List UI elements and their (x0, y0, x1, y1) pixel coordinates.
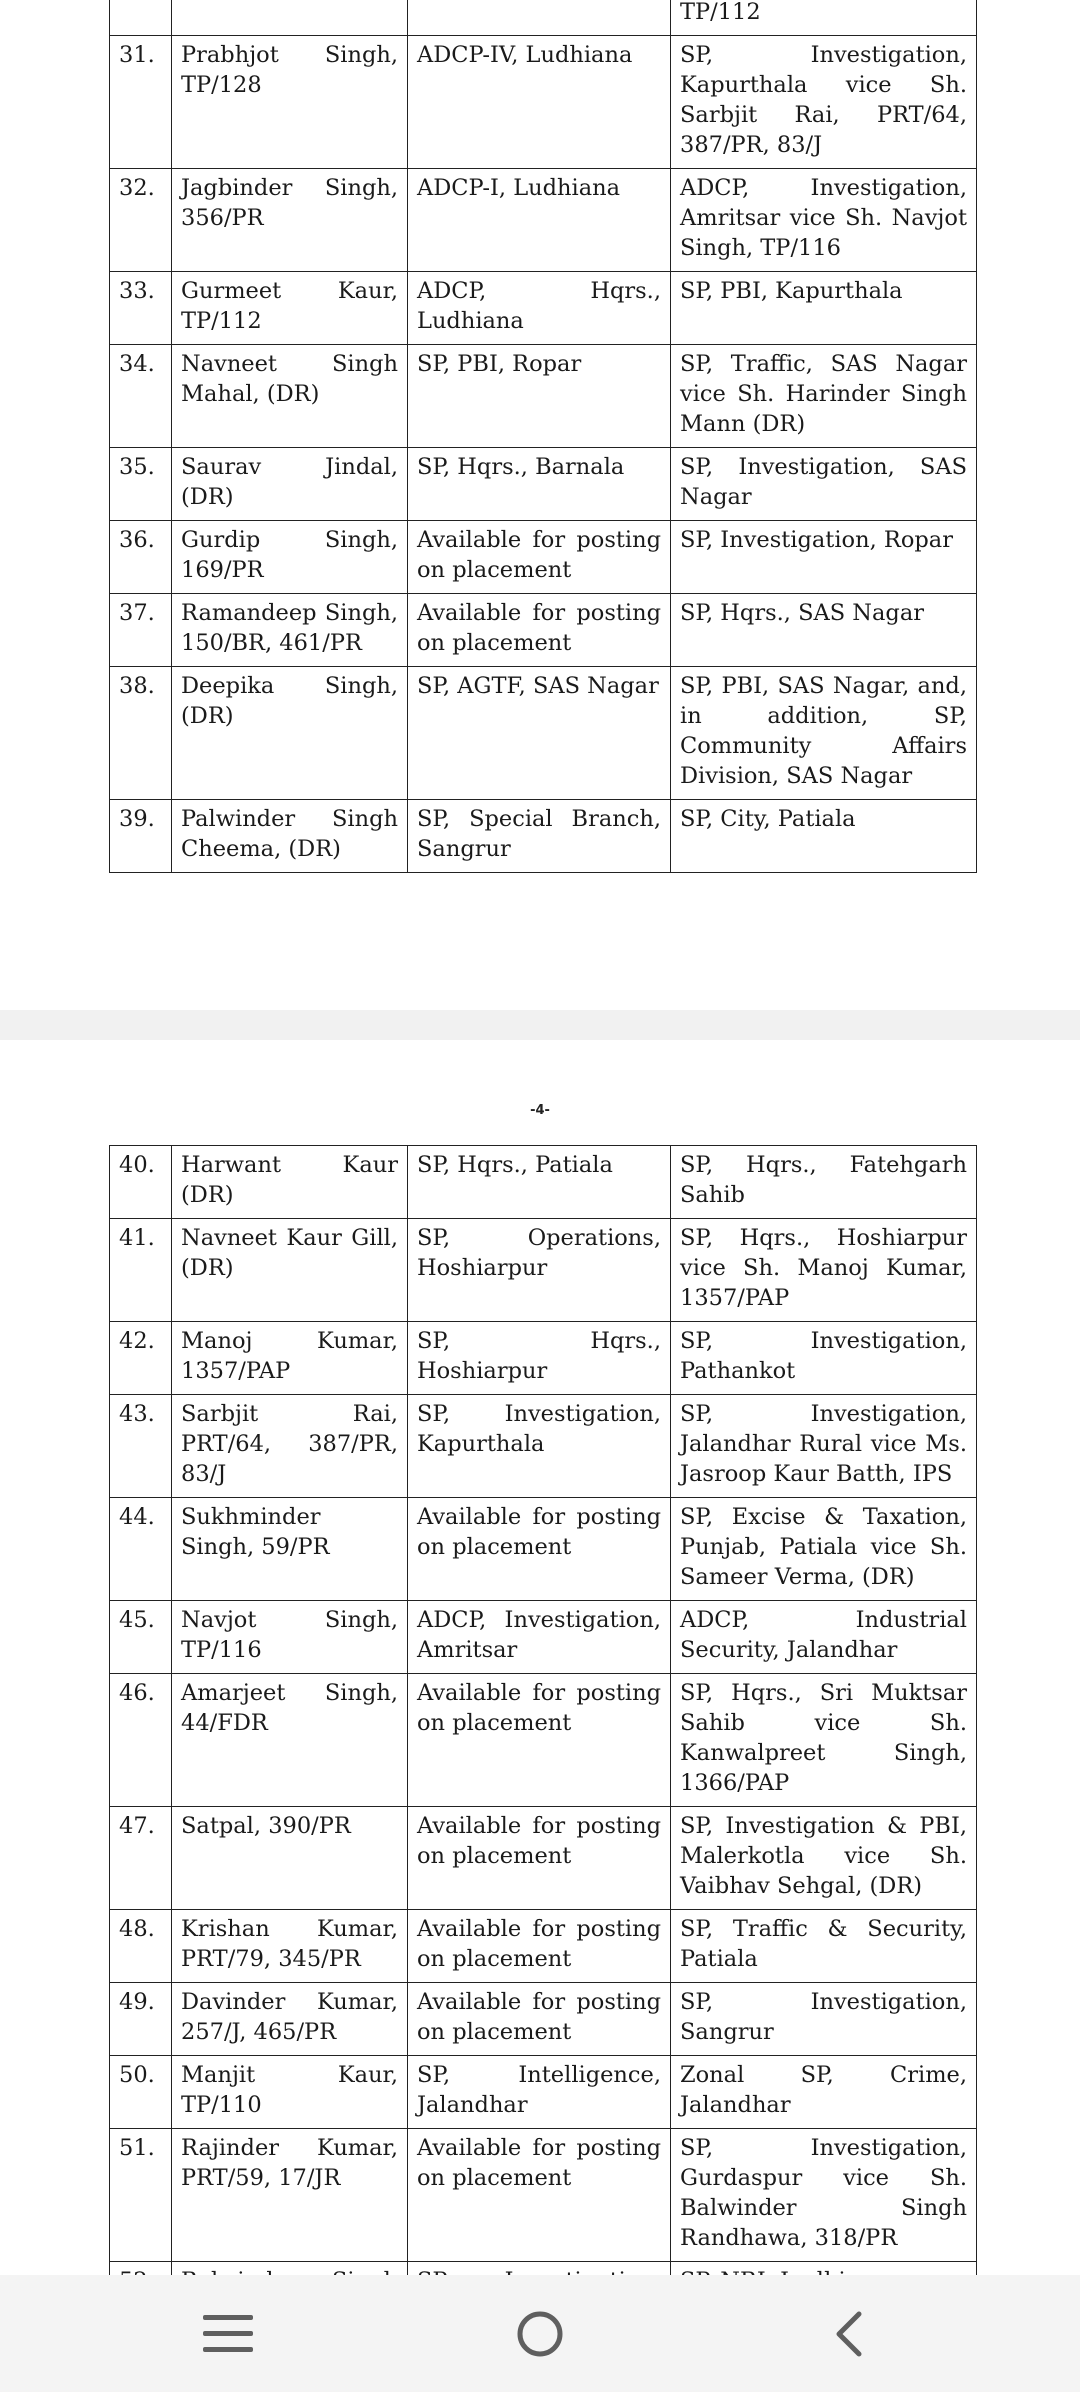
present-posting-cell: Available for posting on placement (408, 1807, 671, 1910)
table-row (110, 169, 977, 272)
officer-name-cell: Davinder Kumar, 257/J, 465/PR (172, 1983, 408, 2056)
new-posting-cell: SP, Investigation & PBI, Malerkotla vice Sh. Vaibhav Sehgal, (DR) (671, 1807, 977, 1910)
table-row (110, 345, 977, 448)
serial-number-cell: 43. (110, 1395, 172, 1498)
table-row (110, 2056, 977, 2129)
recent-apps-button[interactable] (153, 2275, 303, 2392)
new-posting-cell: SP, Investigation, Gurdaspur vice Sh. Balwinder Singh Randhawa, 318/PR (671, 2129, 977, 2262)
new-posting-cell: SP, Traffic & Security, Patiala (671, 1910, 977, 1983)
serial-number-cell: 32. (110, 169, 172, 272)
table-row (110, 1395, 977, 1498)
present-posting-cell: ADCP-I, Ludhiana (408, 169, 671, 272)
table-row (110, 1322, 977, 1395)
new-posting-cell: SP, Hqrs., Hoshiarpur vice Sh. Manoj Kumar, 1357/PAP (671, 1219, 977, 1322)
table-row (110, 594, 977, 667)
present-posting-cell: SP, Operations, Hoshiarpur (408, 1219, 671, 1322)
serial-number-cell: 46. (110, 1674, 172, 1807)
serial-number-cell: 42. (110, 1322, 172, 1395)
table-row (110, 667, 977, 800)
present-posting-cell: SP, PBI, Ropar (408, 345, 671, 448)
back-button[interactable] (775, 2275, 925, 2392)
document-page-4 (0, 1040, 1080, 2275)
present-posting-cell: ADCP, Hqrs., Ludhiana (408, 272, 671, 345)
present-posting-cell: Available for posting on placement (408, 1910, 671, 1983)
new-posting-cell: Zonal SP, Crime, Jalandhar (671, 2056, 977, 2129)
transfer-table-page-4 (109, 1145, 977, 2365)
new-posting-cell: SP, Investigation, Sangrur (671, 1983, 977, 2056)
home-icon (512, 2306, 568, 2362)
present-posting-cell: SP, Special Branch, Sangrur (408, 800, 671, 873)
table-row (110, 1219, 977, 1322)
table-row (110, 1601, 977, 1674)
new-posting-cell: SP, Hqrs., Sri Muktsar Sahib vice Sh. Kanwalpreet Singh, 1366/PAP (671, 1674, 977, 1807)
recent-apps-icon (200, 2309, 256, 2359)
new-posting-cell: SP, Excise & Taxation, Punjab, Patiala vice Sh. Sameer Verma, (DR) (671, 1498, 977, 1601)
serial-number-cell: 49. (110, 1983, 172, 2056)
officer-name-cell: Ramandeep Singh, 150/BR, 461/PR (172, 594, 408, 667)
officer-name-cell: Prabhjot Singh, TP/128 (172, 36, 408, 169)
new-posting-cell: SP, PBI, SAS Nagar, and, in addition, SP, Community Affairs Division, SAS Nagar (671, 667, 977, 800)
present-posting-cell: Available for posting on placement (408, 594, 671, 667)
new-posting-cell: TP/112 (671, 0, 977, 36)
officer-name-cell: Rajinder Kumar, PRT/59, 17/JR (172, 2129, 408, 2262)
serial-number-cell: 38. (110, 667, 172, 800)
officer-name-cell: Gurdip Singh, 169/PR (172, 521, 408, 594)
table-row (110, 1498, 977, 1601)
serial-number-cell: 39. (110, 800, 172, 873)
new-posting-cell: SP, PBI, Kapurthala (671, 272, 977, 345)
serial-number-cell (110, 0, 172, 36)
new-posting-cell: ADCP, Investigation, Amritsar vice Sh. Navjot Singh, TP/116 (671, 169, 977, 272)
serial-number-cell: 51. (110, 2129, 172, 2262)
present-posting-cell: SP, Intelligence, Jalandhar (408, 2056, 671, 2129)
present-posting-cell: Available for posting on placement (408, 1983, 671, 2056)
new-posting-cell: SP, City, Patiala (671, 800, 977, 873)
new-posting-cell: SP, Traffic, SAS Nagar vice Sh. Harinder Singh Mann (DR) (671, 345, 977, 448)
officer-name-cell: Harwant Kaur (DR) (172, 1146, 408, 1219)
present-posting-cell: SP, AGTF, SAS Nagar (408, 667, 671, 800)
serial-number-cell: 33. (110, 272, 172, 345)
serial-number-cell: 40. (110, 1146, 172, 1219)
present-posting-cell: ADCP-IV, Ludhiana (408, 36, 671, 169)
officer-name-cell: Sarbjit Rai, PRT/64, 387/PR, 83/J (172, 1395, 408, 1498)
new-posting-cell: SP, Investigation, Kapurthala vice Sh. Sarbjit Rai, PRT/64, 387/PR, 83/J (671, 36, 977, 169)
serial-number-cell: 31. (110, 36, 172, 169)
page-number: -4- (530, 1103, 550, 1118)
table-row (110, 521, 977, 594)
present-posting-cell: Available for posting on placement (408, 521, 671, 594)
serial-number-cell: 47. (110, 1807, 172, 1910)
page-separator (0, 1010, 1080, 1040)
present-posting-cell: Available for posting on placement (408, 1674, 671, 1807)
present-posting-cell: SP, Investigation, Kapurthala (408, 1395, 671, 1498)
table-row (110, 1146, 977, 1219)
new-posting-cell: SP, Investigation, Ropar (671, 521, 977, 594)
table-row (110, 1674, 977, 1807)
officer-name-cell: Saurav Jindal, (DR) (172, 448, 408, 521)
present-posting-cell: Available for posting on placement (408, 1498, 671, 1601)
new-posting-cell: SP, Hqrs., SAS Nagar (671, 594, 977, 667)
officer-name-cell: Jagbinder Singh, 356/PR (172, 169, 408, 272)
officer-name-cell: Sukhminder Singh, 59/PR (172, 1498, 408, 1601)
officer-name-cell (172, 0, 408, 36)
serial-number-cell: 44. (110, 1498, 172, 1601)
officer-name-cell: Krishan Kumar, PRT/79, 345/PR (172, 1910, 408, 1983)
officer-name-cell: Gurmeet Kaur, TP/112 (172, 272, 408, 345)
present-posting-cell: SP, Hqrs., Barnala (408, 448, 671, 521)
officer-name-cell: Amarjeet Singh, 44/FDR (172, 1674, 408, 1807)
home-button[interactable] (465, 2275, 615, 2392)
transfer-table-page-3 (109, 0, 977, 873)
serial-number-cell: 45. (110, 1601, 172, 1674)
serial-number-cell: 48. (110, 1910, 172, 1983)
present-posting-cell: SP, Hqrs., Hoshiarpur (408, 1322, 671, 1395)
officer-name-cell: Navneet Kaur Gill, (DR) (172, 1219, 408, 1322)
serial-number-cell: 50. (110, 2056, 172, 2129)
document-page-3 (0, 0, 1080, 1010)
table-row (110, 272, 977, 345)
present-posting-cell (408, 0, 671, 36)
system-navigation-bar (0, 2275, 1080, 2392)
new-posting-cell: SP, Investigation, SAS Nagar (671, 448, 977, 521)
serial-number-cell: 36. (110, 521, 172, 594)
officer-name-cell: Navjot Singh, TP/116 (172, 1601, 408, 1674)
present-posting-cell: ADCP, Investigation, Amritsar (408, 1601, 671, 1674)
new-posting-cell: ADCP, Industrial Security, Jalandhar (671, 1601, 977, 1674)
officer-name-cell: Manjit Kaur, TP/110 (172, 2056, 408, 2129)
officer-name-cell: Palwinder Singh Cheema, (DR) (172, 800, 408, 873)
officer-name-cell: Satpal, 390/PR (172, 1807, 408, 1910)
table-row (110, 448, 977, 521)
officer-name-cell: Manoj Kumar, 1357/PAP (172, 1322, 408, 1395)
new-posting-cell: SP, Investigation, Pathankot (671, 1322, 977, 1395)
table-row (110, 1983, 977, 2056)
officer-name-cell: Navneet Singh Mahal, (DR) (172, 345, 408, 448)
table-row (110, 1910, 977, 1983)
serial-number-cell: 41. (110, 1219, 172, 1322)
serial-number-cell: 34. (110, 345, 172, 448)
table-row (110, 0, 977, 36)
serial-number-cell: 35. (110, 448, 172, 521)
table-row (110, 1807, 977, 1910)
table-row (110, 800, 977, 873)
back-icon (825, 2306, 875, 2362)
table-row (110, 36, 977, 169)
officer-name-cell: Deepika Singh, (DR) (172, 667, 408, 800)
present-posting-cell: Available for posting on placement (408, 2129, 671, 2262)
serial-number-cell: 37. (110, 594, 172, 667)
new-posting-cell: SP, Investigation, Jalandhar Rural vice Ms. Jasroop Kaur Batth, IPS (671, 1395, 977, 1498)
table-row (110, 2129, 977, 2262)
new-posting-cell: SP, Hqrs., Fatehgarh Sahib (671, 1146, 977, 1219)
present-posting-cell: SP, Hqrs., Patiala (408, 1146, 671, 1219)
